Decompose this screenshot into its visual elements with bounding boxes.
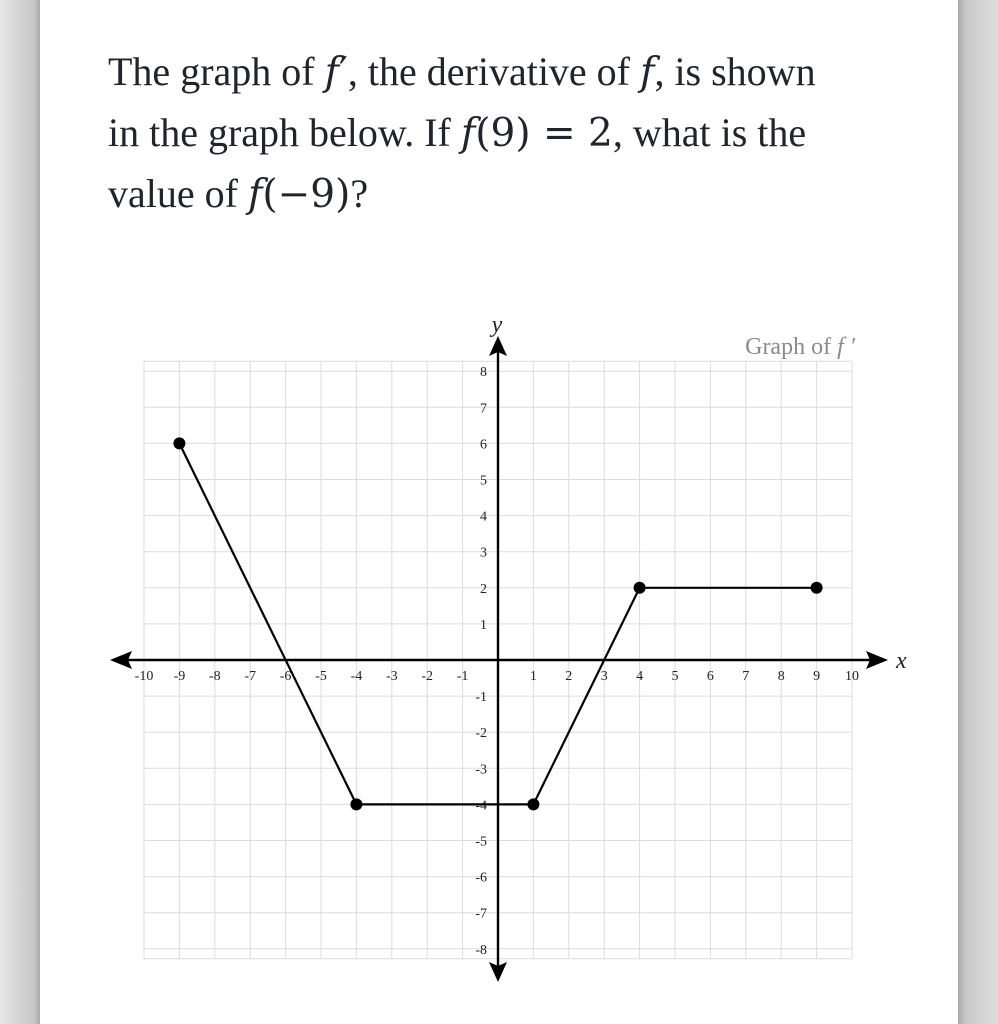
y-tick-label: 8 <box>480 365 487 381</box>
question-part-2: , the derivative of <box>347 49 640 94</box>
data-point <box>173 437 185 449</box>
math-f-of-neg-9-rest: (−9) <box>262 172 351 217</box>
question-part-3: , is shown in the graph below. If <box>108 49 816 155</box>
data-point <box>350 798 362 810</box>
x-tick-label: 1 <box>529 669 537 684</box>
x-tick-label: 2 <box>565 669 573 684</box>
data-point <box>811 582 823 594</box>
math-f-of-9-rest: (9) = 2 <box>475 111 613 156</box>
y-tick-label: 6 <box>480 437 487 453</box>
x-tick-label: 5 <box>671 669 679 684</box>
x-axis-label: x <box>896 648 907 674</box>
question-part-5: ? <box>350 171 369 216</box>
x-tick-label: -5 <box>315 669 327 684</box>
chart-title <box>745 334 856 360</box>
y-tick-label: -1 <box>475 690 487 706</box>
y-tick-label: -8 <box>475 942 487 958</box>
chart-title-fn: f ′ <box>837 334 855 360</box>
x-tick-label: 7 <box>742 669 750 684</box>
data-point <box>634 582 646 594</box>
y-tick-label: 4 <box>480 509 487 525</box>
x-tick-label: -8 <box>208 669 221 684</box>
x-tick-label: -1 <box>456 669 469 684</box>
axes <box>110 336 888 982</box>
x-tick-label: 9 <box>813 669 821 684</box>
x-tick-label: -6 <box>279 669 292 684</box>
x-tick-label: 8 <box>777 669 785 684</box>
x-tick-label: -4 <box>350 669 363 684</box>
x-tick-label: -3 <box>385 669 398 684</box>
y-tick-label: -7 <box>475 906 487 922</box>
x-tick-label: -7 <box>244 669 257 684</box>
question-part-4: , what is the value of <box>108 110 807 216</box>
x-tick-label: 4 <box>636 669 644 684</box>
y-tick-label: -6 <box>475 870 487 886</box>
x-tick-label: 10 <box>845 669 859 684</box>
y-axis-label: y <box>491 312 503 338</box>
x-tick-label: 3 <box>600 669 608 684</box>
math-prime: ′ <box>339 50 348 95</box>
chart-title-text: Graph of <box>745 334 838 360</box>
y-tick-label: -5 <box>475 834 487 850</box>
y-tick-label: 7 <box>480 401 487 417</box>
math-f: f <box>324 50 340 95</box>
x-tick-label: -10 <box>134 669 154 684</box>
x-tick-label: -2 <box>421 669 434 684</box>
x-tick-label: 6 <box>706 669 714 684</box>
math-f-italic: f <box>247 172 263 217</box>
y-tick-label: -4 <box>475 798 487 814</box>
y-tick-label: -2 <box>475 726 487 742</box>
y-tick-label: 1 <box>480 617 487 633</box>
y-tick-label: 2 <box>480 581 487 597</box>
data-point <box>527 798 539 810</box>
y-tick-label: -3 <box>475 762 487 778</box>
x-tick-label: -9 <box>173 669 186 684</box>
y-tick-label: 3 <box>480 545 487 561</box>
math-f-italic: f <box>640 50 655 95</box>
math-f-italic: f <box>460 111 476 156</box>
question-part-1: The graph of <box>108 49 325 94</box>
y-tick-label: 5 <box>480 473 487 489</box>
